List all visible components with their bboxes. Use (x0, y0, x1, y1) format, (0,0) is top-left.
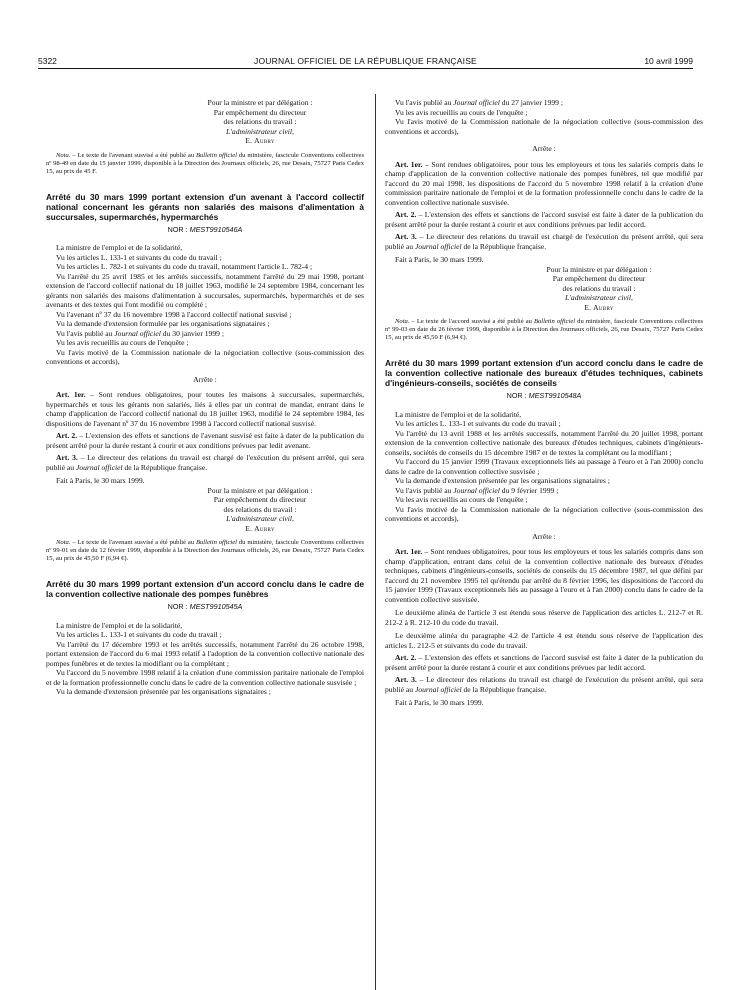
body-paragraph: Le deuxième alinéa de l'article 3 est étendu sous réserve de l'application des articles L. 212-7 et R. 212-2 à R. 212-10 du code du travail. (385, 608, 703, 627)
article-text: de la République française. (461, 241, 547, 251)
article-paragraph (385, 675, 703, 694)
body-paragraph: La ministre de l'emploi et de la solidarité, (395, 409, 522, 419)
decree-title: Arrêté du 30 mars 1999 portant extension d'un accord conclu dans le cadre de la convention collective nationale des pompes funèbres (46, 579, 364, 599)
article-paragraph (385, 232, 703, 251)
signature-name: E. Aubry (245, 523, 275, 533)
body-text: Journal officiel (453, 485, 500, 495)
body-paragraph: Vu la demande d'extension présentée par les organisations signataires ; (395, 476, 610, 485)
article-text: – Sont rendues obligatoires, pour tous les employeurs et tous les salariés compris dans le champ d'application de la convention collective nationale des pompes funèbres, tel que modifié par l'accord du 20 mai 1998, les dispositions de l'accord du 5 novembre 1998 relatif à la création d'une commission paritaire nationale de l'emploi et de la formation professionnelle conclu dans le cadre de la convention collective nationale susvisée. (385, 159, 704, 207)
nota-text: Bulletin officiel (533, 318, 576, 325)
signature-role: L'administrateur civil, (565, 293, 633, 302)
signature-line: Pour la ministre et par délégation : (207, 98, 313, 107)
article-text: Journal officiel (414, 684, 462, 694)
nor-label: NOR : (167, 602, 190, 611)
nota-label: Nota. (56, 151, 71, 159)
body-paragraph: Vu l'accord du 5 novembre 1998 relatif à la création d'une commission paritaire nationale de l'emploi et de la formation professionnelle conclu dans le cadre de la convention collective nationale susvisée ; (46, 668, 364, 687)
article-text: Journal officiel (75, 462, 123, 472)
signature-line: des relations du travail : (223, 117, 297, 126)
article-label: Art. 1er. (395, 159, 423, 169)
nota-paragraph (385, 318, 703, 342)
nor-reference (385, 391, 703, 401)
nota-label: Nota. (395, 318, 410, 325)
signature-role: L'administrateur civil, (226, 126, 294, 136)
arrete-heading: Arrête : (532, 144, 556, 153)
signature-line: Par empêchement du directeur (213, 107, 307, 117)
nota-text: Bulletin officiel (195, 151, 238, 159)
nota-text: du ministère, fascicule Conventions collectives nº 99-01 en date du 12 février 1999, disponible à la Direction des Journaux officiels, 26, rue Desaix, 75727 Paris Cedex 15, au prix de 45,50 F (6,94 €). (46, 539, 365, 562)
nota-text: du ministère, fascicule Conventions collectives nº 99-03 en date du 26 février 1999, disponible à la Direction des Journaux officiels, 26, rue Desaix, 75727 Paris Cedex 15, au prix de 45,50 F (6,94 €). (385, 318, 703, 341)
nota-text: Bulletin officiel (195, 539, 238, 546)
article-text: – Sont rendues obligatoires, pour tous les employeurs et tous les salariés compris dans son champ d'application, entrant dans celui de la convention collective nationale des bureaux d'études techniques, cabinets d'ingénieurs-conseils, sociétés de conseils du 15 décembre 1987, tel que défini par l'accord du 21 novembre 1995 tel qu'étendu par arrêté du 8 février 1996, les dispositions de l'accord du 15 janvier 1999 (Travaux exceptionnels liés au passage à l'euro et à l'an 2000) conclu dans le cadre de la convention collective susvisée. (385, 547, 703, 604)
body-paragraph: Vu l'arrêté du 17 décembre 1993 et les arrêtés successifs, notamment l'arrêté du 26 octobre 1998, portant extension de l'accord du 6 mai 1993 relatif à l'adoption de la convention collective nationale des pompes funèbres et de textes la modifiant ou la complétant ; (46, 639, 364, 668)
article-text: de la République française. (461, 684, 547, 694)
body-paragraph: Vu les articles L. 133-1 et suivants du code du travail ; (56, 252, 222, 262)
body-paragraph: Le deuxième alinéa du paragraphe 4.2 de l'article 4 est étendu sous réserve de l'application des articles L. 212-5 et suivants du code du travail. (385, 631, 703, 650)
article-paragraph (385, 653, 703, 672)
article-paragraph (385, 210, 703, 229)
signature-name: E. Aubry (584, 302, 614, 312)
decree-title: Arrêté du 30 mars 1999 portant extension d'un accord conclu dans le cadre de la convention collective nationale des bureaux d'études techniques, cabinets d'ingénieurs-conseils, sociétés de conseils (385, 358, 703, 388)
body-text: du 27 janvier 1999 ; (499, 98, 563, 107)
signing-place-date: Fait à Paris, le 30 mars 1999. (56, 476, 145, 485)
body-paragraph: Vu les articles L. 133-1 et suivants du code du travail ; (56, 630, 222, 639)
right-column (385, 98, 703, 708)
arrete-heading: Arrête : (532, 531, 556, 541)
article-label: Art. 1er. (56, 390, 86, 399)
signing-place-date: Fait à Paris, le 30 mars 1999. (395, 698, 484, 707)
arrete-heading: Arrête : (193, 374, 217, 384)
column-divider (375, 94, 376, 990)
nota-paragraph (46, 152, 364, 176)
body-paragraph: Vu l'avis motivé de la Commission nationale de la négociation collective (sous-commission des conventions et accords), (46, 347, 364, 366)
body-paragraph: Vu les articles L. 133-1 et suivants du code du travail ; (395, 419, 561, 428)
body-paragraph: Vu l'avenant nº 37 du 16 novembre 1998 à l'accord collectif national susvisé ; (56, 309, 292, 319)
article-paragraph (46, 390, 364, 428)
header-rule (38, 68, 693, 69)
issue-date: 10 avril 1999 (644, 56, 693, 66)
nor-reference (46, 225, 364, 235)
nor-label: NOR : (506, 391, 529, 400)
body-paragraph: Vu la demande d'extension présentée par les organisations signataires ; (56, 687, 271, 696)
body-paragraph: Vu les avis recueillis au cours de l'enquête ; (56, 338, 189, 347)
left-column (46, 98, 364, 697)
decree-title: Arrêté du 30 mars 1999 portant extension d'un avenant à l'accord collectif national concernant les gérants non salariés des maisons d'alimentation à succursales, supermarchés, hypermarchés (46, 191, 364, 222)
signature-role: L'administrateur civil, (226, 514, 294, 523)
body-text: Journal officiel (453, 98, 500, 107)
article-label: Art. 1er. (395, 547, 423, 556)
nota-label: Nota. (56, 539, 71, 546)
article-text: – L'extension des effets et sanctions de l'accord susvisé est faite à dater de la publication du présent arrêté pour la durée restant à courir et aux conditions prévues par ledit accord. (385, 653, 703, 672)
body-paragraph: Vu les avis recueillis au cours de l'enquête ; (395, 495, 528, 504)
nor-reference (46, 602, 364, 612)
nor-code: MEST9910546A (189, 224, 243, 234)
page-number: 5322 (38, 56, 57, 66)
body-text: Vu l'avis publié au (395, 485, 454, 495)
body-text: du 9 février 1999 ; (499, 485, 559, 495)
body-paragraph: Vu les articles L. 782-1 et suivants du code du travail, notamment l'article L. 782-4 ; (56, 262, 313, 271)
nor-code: MEST9910545A (189, 602, 243, 611)
body-paragraph (385, 98, 703, 108)
article-text: – L'extension des effets et sanctions de l'avenant susvisé est faite à dater de la publication du présent arrêté pour la durée restant à courir et aux conditions prévues par ledit avenant. (46, 431, 364, 450)
body-paragraph: Vu l'arrêté du 13 avril 1988 et les arrêtés successifs, notamment l'arrêté du 20 juillet 1998, portant extension de la convention collective nationale des bureaux d'études techniques, cabinets d'ingénieurs-conseils, sociétés de conseils du 15 décembre 1987 et de textes la complétant ou la modifiant ; (385, 428, 703, 457)
article-paragraph (385, 160, 703, 208)
body-paragraph: La ministre de l'emploi et de la solidarité, (56, 243, 183, 252)
body-paragraph: Vu la demande d'extension formulée par les organisations signataires ; (56, 319, 270, 328)
article-text: – L'extension des effets et sanctions de l'accord susvisé est faite à dater de la publication du présent arrêté pour la durée restant à courir et aux conditions prévues par ledit accord. (385, 210, 703, 229)
signature-block (46, 486, 364, 534)
nota-text: – Le texte de l'avenant susvisé a été publié au (70, 539, 196, 546)
article-label: Art. 3. (395, 232, 417, 241)
signature-line: Par empêchement du directeur (552, 274, 646, 283)
signature-line: des relations du travail : (223, 504, 297, 514)
article-text: – Le directeur des relations du travail est chargé de l'exécution du présent arrêté, qui sera publié au (46, 453, 364, 472)
article-paragraph (46, 453, 364, 472)
article-label: Art. 3. (395, 675, 417, 684)
signature-line: des relations du travail : (562, 283, 636, 293)
nota-text: du ministère, fascicule Conventions collectives nº 98-49 en date du 15 janvier 1999, disponible à la Direction des Journaux officiels, 26, rue Desaix, 75727 Paris Cedex 15, au prix de 45 F. (46, 151, 365, 175)
signing-place-date: Fait à Paris, le 30 mars 1999. (395, 255, 484, 264)
body-paragraph: Vu les avis recueillis au cours de l'enquête ; (395, 107, 528, 117)
signature-block (46, 98, 364, 146)
article-paragraph (46, 431, 364, 450)
article-text: de la République française. (122, 462, 208, 472)
article-text: Journal officiel (414, 241, 462, 251)
body-text: Vu l'avis publié au (56, 328, 115, 338)
nota-text: – Le texte de l'accord susvisé a été publié au (409, 318, 534, 325)
article-text: – Le directeur des relations du travail est chargé de l'exécution du présent arrêté, qui sera publié au (385, 675, 703, 694)
signature-name: E. Aubry (245, 136, 275, 145)
article-label: Art. 2. (56, 431, 78, 440)
body-paragraph (46, 329, 364, 339)
body-paragraph: La ministre de l'emploi et de la solidarité, (56, 620, 183, 630)
article-text: – Sont rendues obligatoires, pour toutes les maisons à succursales, supermarchés, hypermarchés et tous les gérants non salariés, liés à elles par un contrat de mandat, entrant dans le champ d'application de l'accord collectif national du 18 juillet 1963, modifié le 24 septembre 1984, les dispositions de l'avenant nº 37 du 16 novembre 1998 à l'accord collectif national susvisé. (46, 390, 364, 428)
article-label: Art. 3. (56, 453, 78, 462)
body-text: Vu l'avis publié au (395, 98, 454, 107)
nor-code: MEST9910548A (528, 391, 582, 400)
article-label: Art. 2. (395, 210, 417, 219)
signature-line: Par empêchement du directeur (213, 495, 307, 504)
article-text: – Le directeur des relations du travail est chargé de l'exécution du présent arrêté, qui sera publié au (385, 232, 703, 251)
body-paragraph: Vu l'avis motivé de la Commission nationale de la négociation collective (sous-commission des conventions et accords), (385, 117, 703, 136)
article-paragraph (385, 547, 703, 604)
body-text: du 30 janvier 1999 ; (160, 328, 224, 338)
body-paragraph: Vu l'accord du 15 janvier 1999 (Travaux exceptionnels liés au passage à l'euro et à l'an 2000) conclu dans le cadre de la convention collective susvisée ; (385, 457, 703, 476)
journal-title: JOURNAL OFFICIEL DE LA RÉPUBLIQUE FRANÇAISE (254, 56, 477, 66)
body-paragraph (385, 486, 703, 496)
nota-text: – Le texte de l'avenant susvisé a été publié au (70, 151, 196, 159)
signature-block (385, 265, 703, 313)
body-text: Journal officiel (114, 328, 161, 338)
body-paragraph: Vu l'arrêté du 25 avril 1985 et les arrêtés successifs, notamment l'arrêté du 29 mai 1998, portant extension de l'accord collectif national du 18 juillet 1963, modifié le 24 septembre 1984, concernant les gérants non salariés des maisons d'alimentation à succursales, supermarchés, hypermarchés et de ses avenants et des textes qui l'ont modifié ou complété ; (46, 271, 364, 309)
signature-line: Pour la ministre et par délégation : (207, 485, 313, 495)
signature-line: Pour la ministre et par délégation : (546, 264, 652, 274)
nor-label: NOR : (167, 224, 190, 234)
nota-paragraph (46, 539, 364, 563)
article-label: Art. 2. (395, 653, 417, 662)
body-paragraph: Vu l'avis motivé de la Commission nationale de la négociation collective (sous-commission des conventions et accords), (385, 504, 703, 523)
